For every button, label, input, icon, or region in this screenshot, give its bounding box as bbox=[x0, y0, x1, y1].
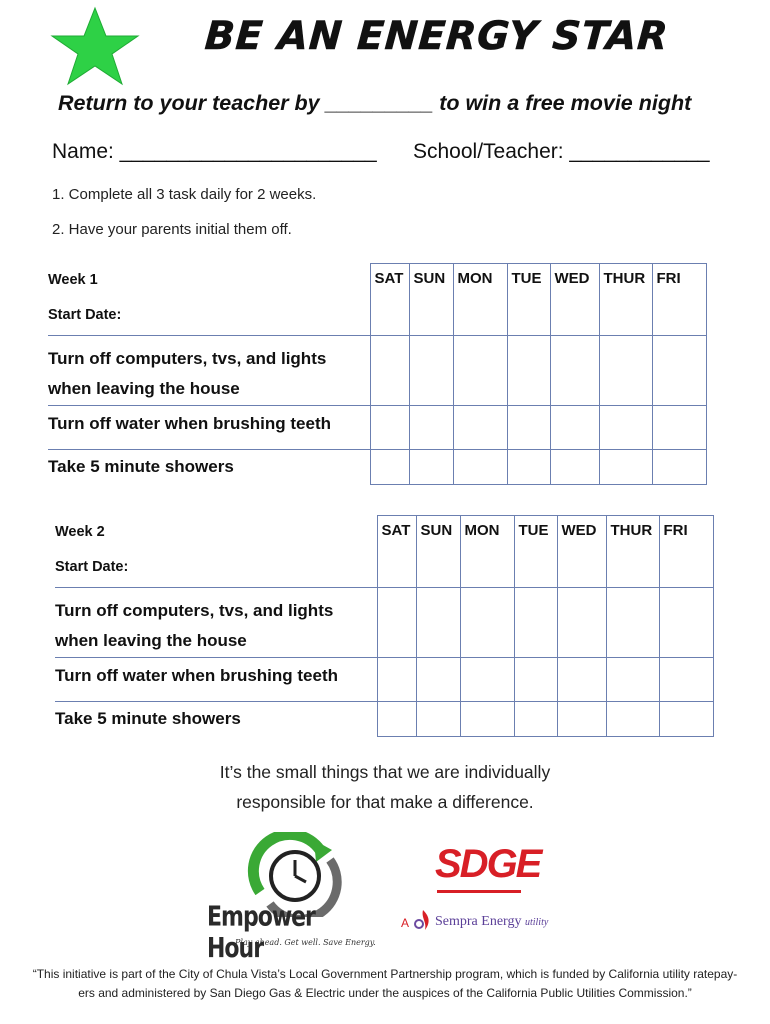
initial-box[interactable] bbox=[557, 588, 606, 658]
initial-box[interactable] bbox=[514, 658, 557, 702]
initial-box[interactable] bbox=[514, 702, 557, 737]
empower-hour-wordmark: Empower Hour bbox=[207, 901, 315, 965]
initial-box[interactable] bbox=[557, 702, 606, 737]
week2-start-date: Start Date: bbox=[55, 558, 129, 575]
table-row bbox=[55, 702, 713, 737]
sempra-wordmark bbox=[435, 914, 548, 930]
initial-box[interactable] bbox=[460, 588, 514, 658]
week1-day-mon: MON bbox=[453, 264, 507, 336]
table-row bbox=[55, 658, 713, 702]
quote-line-2: responsible for that make a difference. bbox=[236, 792, 534, 812]
initial-box[interactable] bbox=[514, 588, 557, 658]
initial-box[interactable] bbox=[659, 702, 713, 737]
closing-quote bbox=[0, 757, 770, 817]
disclaimer-line-2: ers and administered by San Diego Gas & Electric under the auspices of the California Public Utilities Commission.” bbox=[78, 986, 692, 1000]
table-row bbox=[48, 406, 706, 450]
task-label: Turn off water when brushing teeth bbox=[48, 406, 370, 450]
sempra-suffix: utility bbox=[524, 917, 549, 928]
week1-day-thur: THUR bbox=[599, 264, 652, 336]
initial-box[interactable] bbox=[409, 336, 453, 406]
initial-box[interactable] bbox=[659, 658, 713, 702]
sempra-name: Sempra Energy bbox=[435, 914, 522, 929]
page-subtitle: Return to your teacher by _________ to win a free movie night bbox=[58, 91, 692, 115]
initial-box[interactable] bbox=[557, 658, 606, 702]
initial-box[interactable] bbox=[453, 450, 507, 485]
initial-box[interactable] bbox=[416, 588, 460, 658]
initial-box[interactable] bbox=[599, 336, 652, 406]
sempra-flame-icon bbox=[411, 908, 435, 932]
initial-box[interactable] bbox=[409, 450, 453, 485]
week2-day-sun: SUN bbox=[416, 516, 460, 588]
sdge-wordmark: SDGE bbox=[435, 842, 541, 886]
empower-hour-tagline: Play ahead. Get well. Save Energy. bbox=[235, 938, 376, 947]
empower-hour-logo bbox=[205, 832, 376, 965]
initial-box[interactable] bbox=[599, 450, 652, 485]
page-title: BE AN ENERGY STAR bbox=[203, 14, 671, 59]
week1-day-sun: SUN bbox=[409, 264, 453, 336]
initial-box[interactable] bbox=[606, 702, 659, 737]
sempra-prefix: A bbox=[401, 916, 410, 930]
name-field[interactable]: Name: ______________________ bbox=[52, 140, 377, 163]
task-label: Turn off computers, tvs, and lights when leaving the house bbox=[48, 336, 370, 406]
initial-box[interactable] bbox=[377, 702, 416, 737]
task-label: Turn off water when brushing teeth bbox=[55, 658, 377, 702]
week2-day-thur: THUR bbox=[606, 516, 659, 588]
initial-box[interactable] bbox=[507, 450, 550, 485]
funding-disclaimer bbox=[0, 965, 770, 1003]
table-row bbox=[48, 336, 706, 406]
school-teacher-field[interactable]: School/Teacher: ____________ bbox=[413, 140, 710, 163]
week2-table bbox=[55, 515, 714, 737]
week1-day-tue: TUE bbox=[507, 264, 550, 336]
initial-box[interactable] bbox=[377, 658, 416, 702]
task-label: Turn off computers, tvs, and lights when leaving the house bbox=[55, 588, 377, 658]
week2-day-wed: WED bbox=[557, 516, 606, 588]
week2-day-sat: SAT bbox=[377, 516, 416, 588]
initial-box[interactable] bbox=[377, 588, 416, 658]
instruction-2: 2. Have your parents initial them off. bbox=[52, 221, 292, 238]
initial-box[interactable] bbox=[453, 336, 507, 406]
initial-box[interactable] bbox=[652, 406, 706, 450]
task-label: Take 5 minute showers bbox=[48, 450, 370, 485]
initial-box[interactable] bbox=[460, 658, 514, 702]
initial-box[interactable] bbox=[652, 450, 706, 485]
initial-box[interactable] bbox=[606, 588, 659, 658]
week2-day-mon: MON bbox=[460, 516, 514, 588]
initial-box[interactable] bbox=[460, 702, 514, 737]
sdge-logo bbox=[401, 838, 565, 943]
initial-box[interactable] bbox=[370, 406, 409, 450]
week2-header bbox=[55, 516, 377, 588]
initial-box[interactable] bbox=[550, 406, 599, 450]
table-row bbox=[48, 450, 706, 485]
star-icon bbox=[48, 6, 142, 88]
initial-box[interactable] bbox=[416, 702, 460, 737]
initial-box[interactable] bbox=[550, 336, 599, 406]
initial-box[interactable] bbox=[652, 336, 706, 406]
initial-box[interactable] bbox=[370, 336, 409, 406]
week1-start-date: Start Date: bbox=[48, 306, 122, 323]
initial-box[interactable] bbox=[409, 406, 453, 450]
instruction-1: 1. Complete all 3 task daily for 2 weeks. bbox=[52, 186, 317, 203]
week1-day-sat: SAT bbox=[370, 264, 409, 336]
initial-box[interactable] bbox=[550, 450, 599, 485]
week1-table bbox=[48, 263, 707, 485]
disclaimer-line-1: “This initiative is part of the City of Chula Vista’s Local Government Partnership program, which is funded by California utility ratepay- bbox=[32, 967, 738, 981]
initial-box[interactable] bbox=[507, 336, 550, 406]
week1-day-fri: FRI bbox=[652, 264, 706, 336]
initial-box[interactable] bbox=[606, 658, 659, 702]
initial-box[interactable] bbox=[507, 406, 550, 450]
week2-label: Week 2 bbox=[55, 523, 105, 540]
initial-box[interactable] bbox=[599, 406, 652, 450]
week2-day-tue: TUE bbox=[514, 516, 557, 588]
task-label: Take 5 minute showers bbox=[55, 702, 377, 737]
initial-box[interactable] bbox=[659, 588, 713, 658]
week1-header bbox=[48, 264, 370, 336]
quote-line-1: It’s the small things that we are individually bbox=[219, 762, 551, 782]
initial-box[interactable] bbox=[416, 658, 460, 702]
week2-day-fri: FRI bbox=[659, 516, 713, 588]
initial-box[interactable] bbox=[370, 450, 409, 485]
sdge-underline bbox=[437, 890, 521, 893]
week1-day-wed: WED bbox=[550, 264, 599, 336]
table-row bbox=[55, 588, 713, 658]
week1-label: Week 1 bbox=[48, 271, 98, 288]
initial-box[interactable] bbox=[453, 406, 507, 450]
